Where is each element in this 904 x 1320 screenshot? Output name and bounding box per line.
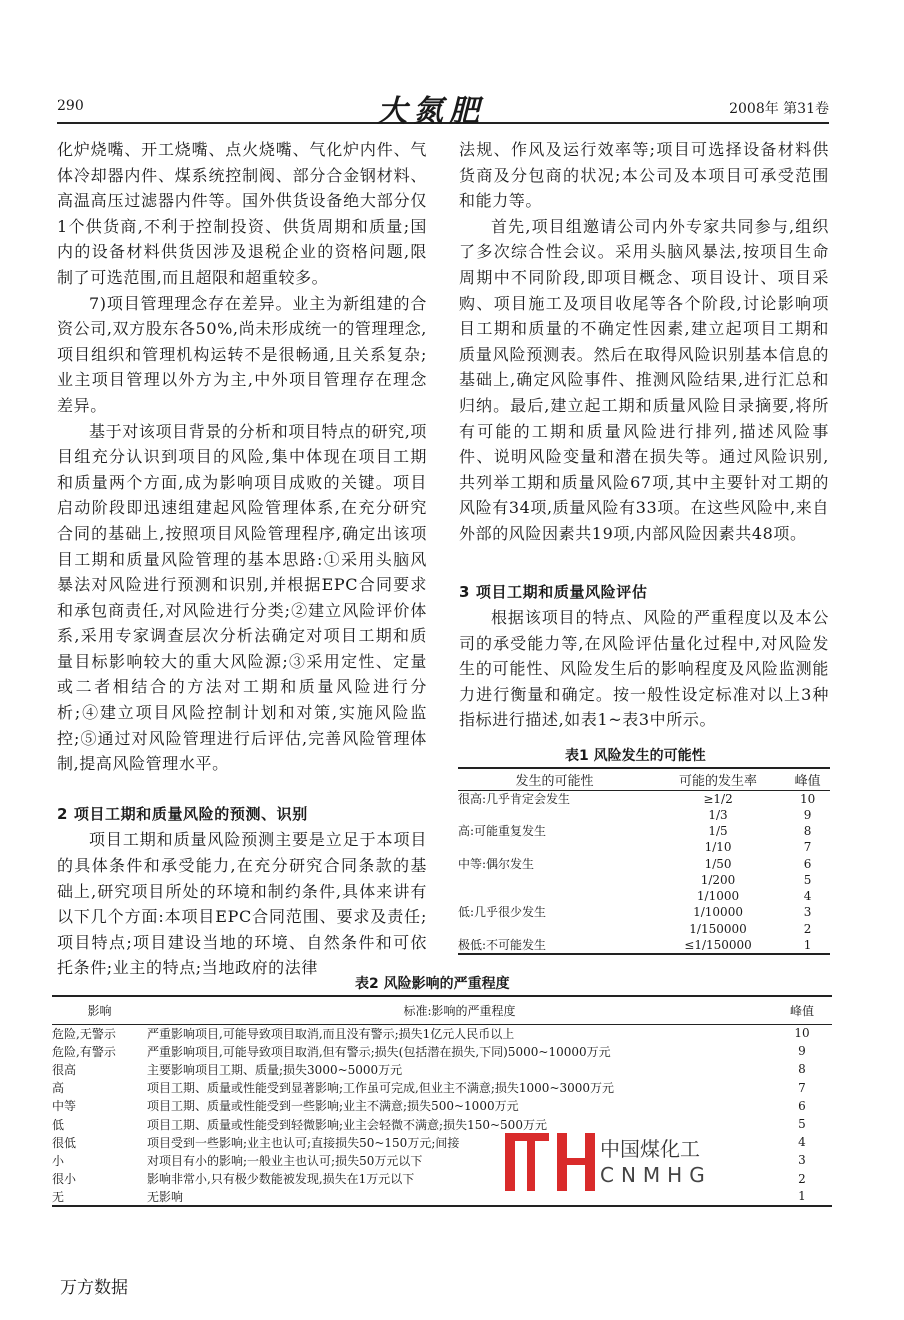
- paragraph: 化炉烧嘴、开工烧嘴、点火烧嘴、气化炉内件、气体冷却器内件、煤系统控制阀、部分合金钢材料、高温高压过滤器内件等。国外供货设备绝大部分仅1个供货商,不利于控制投资、供货周期和质量;国内的设备材料供货因涉及退税企业的资格问题,限制了可选范围,而且超限和超重较多。: [57, 140, 427, 287]
- table-cell: 对项目有小的影响;一般业主也认可;损失50万元以下: [147, 1153, 423, 1168]
- table-cell: 1/50: [704, 856, 732, 871]
- table-cell: 中等:偶尔发生: [458, 856, 535, 871]
- table-cell: 6: [803, 856, 812, 871]
- running-header: [57, 92, 829, 129]
- table-cell: 无: [52, 1189, 65, 1204]
- table-row: [52, 1097, 832, 1115]
- table-cell: 严重影响项目,可能导致项目取消,但有警示;损失(包括潜在损失,下同)5000~10000万元: [147, 1044, 611, 1059]
- table-row: [52, 1024, 832, 1042]
- table-row: [458, 839, 830, 855]
- table-cell: 严重影响项目,可能导致项目取消,而且没有警示;损失1亿元人民币以上: [147, 1026, 515, 1041]
- paragraph: 根据该项目的特点、风险的严重程度以及本公司的承受能力等,在风险评估量化过程中,对风险发生的可能性、风险发生后的影响程度及风险监测能力进行衡量和确定。按一般性设定标准对以上3种指标进行描述,如表1~表3中所示。: [459, 608, 829, 730]
- table-row: [52, 1115, 832, 1133]
- table-cell: 2: [798, 1171, 806, 1186]
- footer-source: 万方数据: [60, 1278, 128, 1298]
- watermark-cn: 中国煤化工: [600, 1137, 700, 1161]
- table-cell: [458, 888, 651, 904]
- column-header: 发生的可能性: [458, 768, 651, 790]
- table-cell: 高:可能重复发生: [458, 823, 547, 838]
- table-cell: ≥1/2: [703, 791, 733, 806]
- table-cell: 1: [803, 937, 812, 952]
- paragraph: 法规、作风及运行效率等;项目可选择设备材料供货商及分包商的状况;本公司及本项目可承受范围和能力等。: [459, 140, 829, 211]
- table-cell: 1/200: [700, 872, 736, 887]
- table-cell: 低: [52, 1117, 65, 1132]
- watermark-logo: [505, 1133, 745, 1191]
- table-row: [458, 807, 830, 823]
- table-cell: 1/3: [708, 807, 728, 822]
- table-cell: 很小: [52, 1172, 77, 1187]
- paragraph: 首先,项目组邀请公司内外专家共同参与,组织了多次综合性会议。采用头脑风暴法,按项目生命周期中不同阶段,即项目概念、项目设计、项目采购、项目施工及项目收尾等各个阶段,讨论影响项目工期和质量的不确定性因素,建立起项目工期和质量风险预测表。然后在取得风险识别基本信息的基础上,确定风险事件、推测风险结果,进行汇总和归纳。最后,建立起工期和质量风险目录摘要,将所有可能的工期和质量风险进行排列,描述风险事件、说明风险变量和潜在损失等。通过风险识别,共列举工期和质量风险67项,其中主要针对工期的风险有34项,质量风险有33项。在这些风险中,来自外部的风险因素共19项,内部风险因素共48项。: [459, 216, 829, 543]
- table-cell: 3: [798, 1153, 806, 1168]
- table-cell: 很高: [52, 1062, 77, 1077]
- table-cell: 10: [799, 791, 816, 806]
- paragraph: 基于对该项目背景的分析和项目特点的研究,项目组充分认识到项目的风险,集中体现在项目工期和质量两个方面,成为影响项目成败的关键。项目启动阶段即迅速组建起风险管理体系,在充分研究合同的基础上,按照项目风险管理程序,确定出该项目工期和质量风险管理的基本思路:①采用头脑风暴法对风险进行预测和识别,并根据EPC合同要求和承包商责任,对风险进行分类;②建立风险评价体系,采用专家调查层次分析法确定对项目工期和质量目标影响较大的重大风险源;③采用定性、定量或二者相结合的方法对工期和质量风险进行分析;④建立项目风险控制计划和对策,实施风险监控;⑤通过对风险管理进行后评估,完善风险管理体制,提高风险管理水平。: [57, 421, 427, 774]
- paragraph: 项目工期和质量风险预测主要是立足于本项目的具体条件和承受能力,在充分研究合同条款的基础上,研究项目所处的环境和制约条件,具体来讲有以下几个方面:本项目EPC合同范围、要求及责任;项目特点;项目建设当地的环境、自然条件和可依托条件;业主的特点;当地政府的法律: [57, 830, 427, 978]
- table-cell: 7: [803, 840, 812, 855]
- table-cell: 1/10: [704, 840, 732, 855]
- table-cell: 2: [803, 921, 812, 936]
- table-cell: 高: [52, 1081, 65, 1096]
- table-cell: 7: [798, 1080, 806, 1095]
- journal-logo: 大氮肥: [377, 94, 485, 129]
- table-cell: [458, 872, 651, 888]
- table-cell: 5: [798, 1117, 806, 1132]
- table-cell: 4: [798, 1135, 806, 1150]
- column-header: 可能的发生率: [651, 768, 785, 790]
- table-cell: 项目工期、质量或性能受到一些影响;业主不满意;损失500~1000万元: [147, 1099, 519, 1114]
- table-cell: 6: [798, 1098, 806, 1113]
- column-header: 影响: [52, 996, 147, 1024]
- right-column: [459, 137, 829, 733]
- section-heading: 2 项目工期和质量风险的预测、识别: [57, 804, 308, 823]
- issue-info: 2008年 第31卷: [729, 101, 829, 117]
- table-cell: 1/1000: [696, 889, 740, 904]
- table-cell: 1/150000: [689, 921, 747, 936]
- table-row: [458, 790, 830, 807]
- table-cell: 9: [798, 1044, 806, 1059]
- table-row: [458, 855, 830, 871]
- table-cell: 极低:不可能发生: [458, 937, 547, 952]
- table-row: [458, 937, 830, 954]
- table-cell: 1/5: [708, 823, 728, 838]
- table-row: [458, 823, 830, 839]
- table-cell: 1/10000: [693, 905, 743, 920]
- table-row: [458, 872, 830, 888]
- table-cell: 4: [803, 889, 812, 904]
- table-cell: 很低: [52, 1135, 77, 1150]
- table-row: [458, 921, 830, 937]
- table-cell: 影响非常小,只有极少数能被发现,损失在1万元以下: [147, 1172, 415, 1187]
- table-row: [458, 888, 830, 904]
- table-cell: 8: [803, 823, 812, 838]
- table-cell: 3: [803, 905, 812, 920]
- table-row: [52, 1060, 832, 1078]
- watermark-en: CNMHG: [600, 1163, 712, 1187]
- table-cell: 项目受到一些影响;业主也认可;直接损失50~150万元;间接: [147, 1135, 460, 1150]
- table-cell: 10: [794, 1026, 810, 1041]
- table-cell: [458, 839, 651, 855]
- table-cell: ≤1/150000: [684, 937, 752, 952]
- table-cell: 8: [798, 1062, 806, 1077]
- likelihood-table: [458, 767, 830, 955]
- table-cell: 主要影响项目工期、质量;损失3000~5000万元: [147, 1062, 403, 1077]
- table-row: [458, 904, 830, 920]
- table-cell: 小: [52, 1153, 65, 1168]
- table1-caption: 表1 风险发生的可能性: [565, 748, 706, 764]
- table-cell: 1: [798, 1189, 806, 1204]
- page-number: 290: [57, 98, 84, 114]
- table-cell: 很高:几乎肯定会发生: [458, 791, 571, 806]
- section-heading: 3 项目工期和质量风险评估: [459, 582, 648, 601]
- column-header: 峰值: [785, 768, 830, 790]
- table-cell: 危险,有警示: [52, 1044, 116, 1059]
- column-header: 峰值: [772, 996, 832, 1024]
- paragraph: 7)项目管理理念存在差异。业主为新组建的合资公司,双方股东各50%,尚未形成统一的管理理念,项目组织和管理机构运转不是很畅通,且关系复杂;业主项目管理以外方为主,中外项目管理存在理念差异。: [57, 293, 427, 415]
- table-cell: [458, 921, 651, 937]
- table-cell: 项目工期、质量或性能受到显著影响;工作虽可完成,但业主不满意;损失1000~3000万元: [147, 1081, 615, 1096]
- left-column: [57, 137, 427, 981]
- column-header: 标准:影响的严重程度: [147, 996, 772, 1024]
- table-cell: 危险,无警示: [52, 1026, 116, 1041]
- table-cell: 9: [803, 807, 812, 822]
- table-cell: 项目工期、质量或性能受到轻微影响;业主会轻微不满意;损失150~500万元: [147, 1117, 547, 1132]
- table2-caption: 表2 风险影响的严重程度: [355, 976, 510, 992]
- table-cell: 无影响: [147, 1189, 184, 1204]
- table-row: [52, 1042, 832, 1060]
- table-cell: 中等: [52, 1099, 77, 1114]
- table-cell: 5: [803, 872, 812, 887]
- table-cell: 低:几乎很少发生: [458, 905, 547, 920]
- table-cell: [458, 807, 651, 823]
- table-row: [52, 1079, 832, 1097]
